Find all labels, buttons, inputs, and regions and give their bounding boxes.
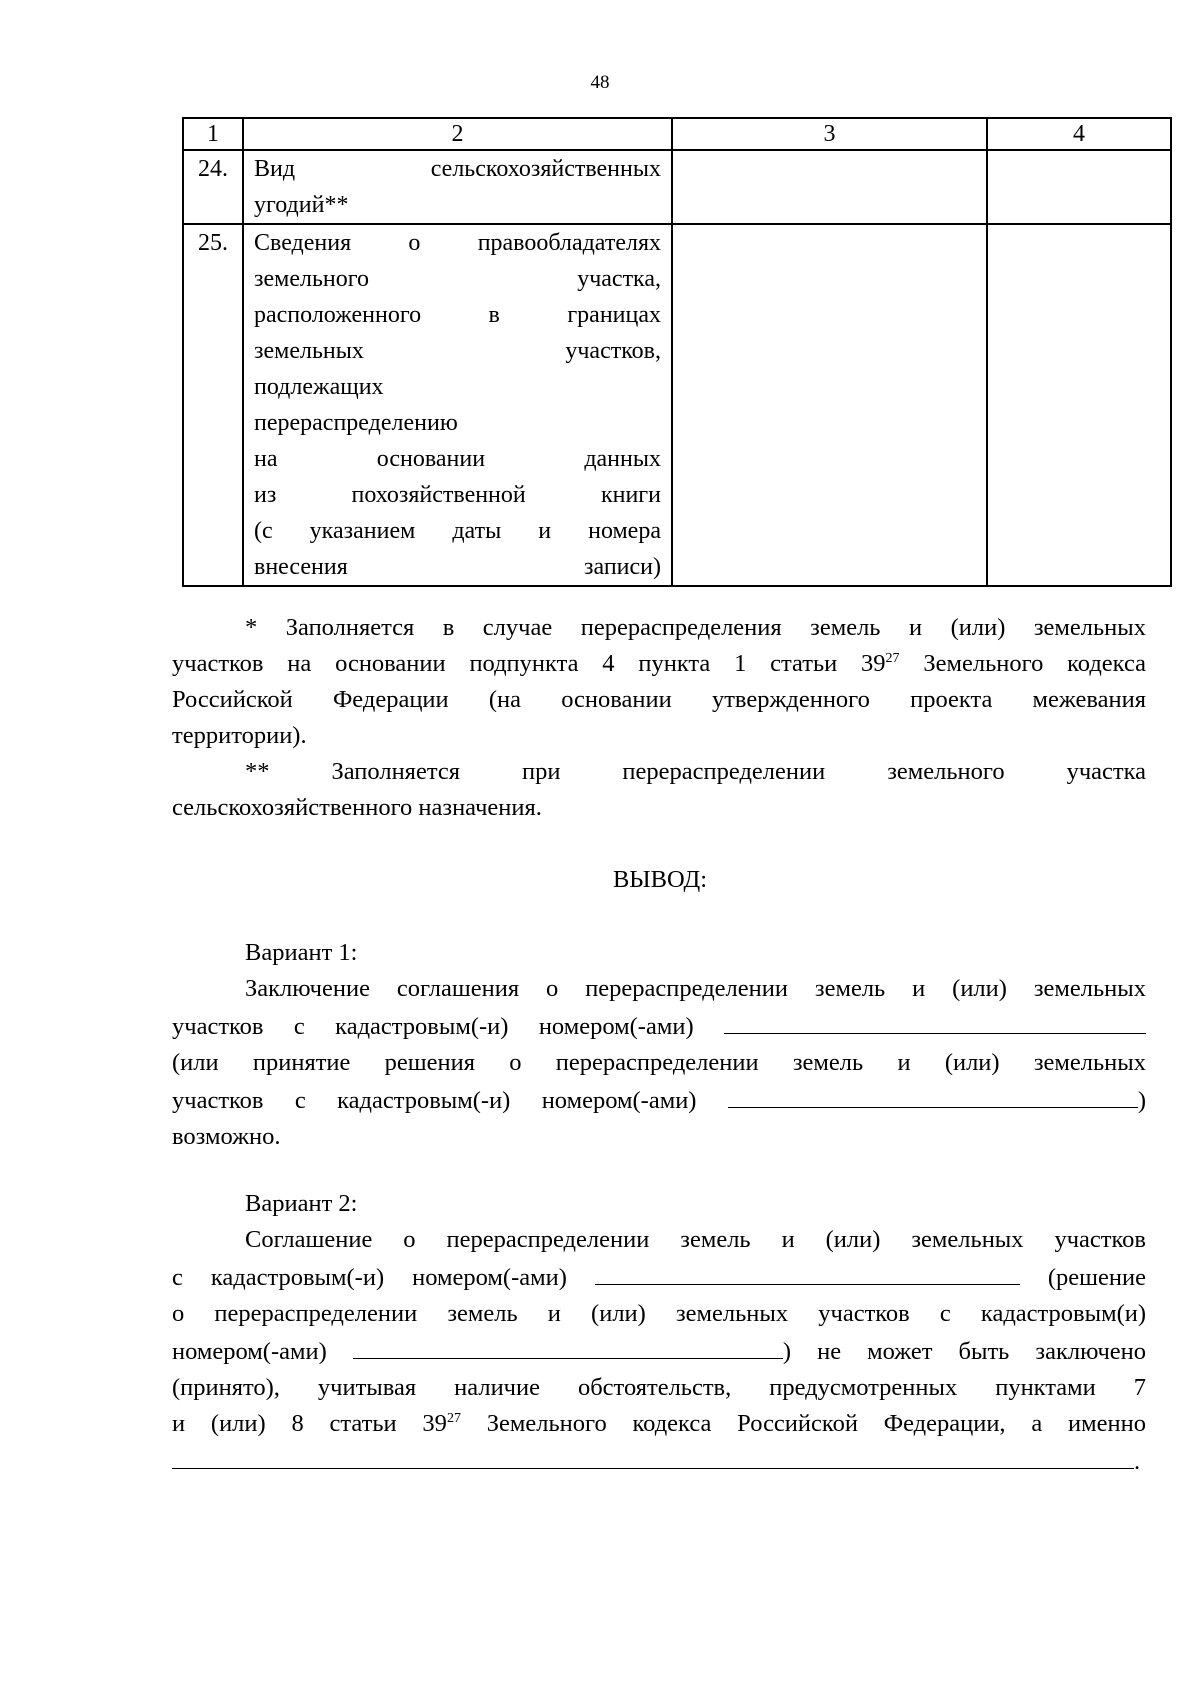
cadastral-number-blank xyxy=(595,1258,1020,1285)
superscript: 27 xyxy=(885,650,900,666)
row-number: 24. xyxy=(183,150,243,224)
variant-text: с кадастровым(-и) номером(-ами) xyxy=(172,1264,567,1291)
variant-2-title: Вариант 2: xyxy=(245,1190,358,1217)
variant-text: . xyxy=(1134,1448,1141,1475)
reason-blank xyxy=(172,1442,1134,1469)
footnote-line: ** Заполняется при перераспределении земельного участка xyxy=(245,758,1146,785)
table-row xyxy=(183,224,1171,586)
variant-text: и (или) 8 статьи 39 xyxy=(172,1410,447,1437)
row-text-line: расположенного в границах xyxy=(254,302,661,328)
page-number: 48 xyxy=(590,72,610,93)
variant-line: Заключение соглашения о перераспределении земель и (или) земельных xyxy=(245,975,1146,1002)
row-value-cell xyxy=(672,224,987,586)
footnote-1 xyxy=(172,610,1146,754)
row-note-cell xyxy=(987,224,1171,586)
footnote-2 xyxy=(172,754,1146,826)
table-row xyxy=(183,150,1171,224)
row-text-line: Сведения о правообладателях xyxy=(254,230,661,256)
footnote-line: Российской Федерации (на основании утвержденного проекта межевания xyxy=(172,686,1146,713)
row-text-line: внесения записи) xyxy=(254,554,661,580)
variant-line xyxy=(172,1406,1146,1442)
variant-line xyxy=(172,1442,1146,1480)
footnote-line: * Заполняется в случае перераспределения земель и (или) земельных xyxy=(245,614,1146,641)
row-number: 25. xyxy=(183,224,243,586)
footnote-text: Земельного кодекса xyxy=(899,650,1147,677)
variant-line xyxy=(172,1007,1146,1045)
footnote-line: сельскохозяйственного назначения. xyxy=(172,794,542,821)
row-text-line: подлежащих xyxy=(254,374,384,400)
row-note-cell xyxy=(987,150,1171,224)
variant-1 xyxy=(172,935,1146,1155)
header-cell-3: 3 xyxy=(672,118,987,150)
cadastral-number-blank xyxy=(353,1332,783,1359)
variant-line: (принято), учитывая наличие обстоятельств, предусмотренных пунктами 7 xyxy=(172,1374,1146,1401)
form-table xyxy=(182,117,1172,587)
cadastral-number-blank xyxy=(724,1007,1146,1034)
row-name-cell xyxy=(243,224,672,586)
variant-line xyxy=(172,1081,1146,1119)
footnote-line: территории). xyxy=(172,722,307,749)
variant-line: Соглашение о перераспределении земель и (или) земельных участков xyxy=(245,1226,1146,1253)
variant-1-body xyxy=(172,971,1146,1155)
row-text-line: Вид сельскохозяйственных xyxy=(254,156,661,182)
row-text-line: земельного участка, xyxy=(254,266,661,292)
row-text-line: из похозяйственной книги xyxy=(254,482,661,508)
header-cell-1: 1 xyxy=(183,118,243,150)
row-name-cell xyxy=(243,150,672,224)
table-header-row xyxy=(183,118,1171,150)
row-text-line: перераспределению xyxy=(254,410,458,436)
variant-text: ) не может быть заключено xyxy=(782,1338,1147,1365)
header-cell-2: 2 xyxy=(243,118,672,150)
variant-text: (решение xyxy=(1047,1264,1147,1291)
row-text-line: угодий** xyxy=(254,192,349,218)
variant-line: возможно. xyxy=(172,1123,281,1150)
variant-2 xyxy=(172,1186,1146,1480)
variant-text: участков с кадастровым(-и) номером(-ами) xyxy=(172,1087,697,1114)
conclusion-heading: ВЫВОД: xyxy=(612,866,708,893)
row-text-line: (с указанием даты и номера xyxy=(254,518,661,544)
variant-line: о перераспределении земель и (или) земельных участков с кадастровым(и) xyxy=(172,1300,1146,1327)
variant-line xyxy=(172,1332,1146,1370)
row-value-cell xyxy=(672,150,987,224)
variant-2-body xyxy=(172,1222,1146,1480)
variant-text: номером(-ами) xyxy=(172,1338,327,1365)
variant-line xyxy=(172,1258,1146,1296)
cadastral-number-blank xyxy=(728,1081,1138,1108)
variant-text: участков с кадастровым(-и) номером(-ами) xyxy=(172,1013,694,1040)
variant-text: ) xyxy=(1137,1087,1146,1114)
superscript: 27 xyxy=(446,1410,461,1426)
variant-text: Земельного кодекса Российской Федерации, а именно xyxy=(460,1410,1146,1437)
variant-line: (или принятие решения о перераспределении земель и (или) земельных xyxy=(172,1049,1146,1076)
footnotes xyxy=(172,610,1146,826)
footnote-line xyxy=(172,646,1146,682)
variant-1-title: Вариант 1: xyxy=(245,939,358,966)
header-cell-4: 4 xyxy=(987,118,1171,150)
footnote-text: участков на основании подпункта 4 пункта 1 статьи 39 xyxy=(172,650,886,677)
row-text-line: земельных участков, xyxy=(254,338,661,364)
row-text-line: на основании данных xyxy=(254,446,661,472)
